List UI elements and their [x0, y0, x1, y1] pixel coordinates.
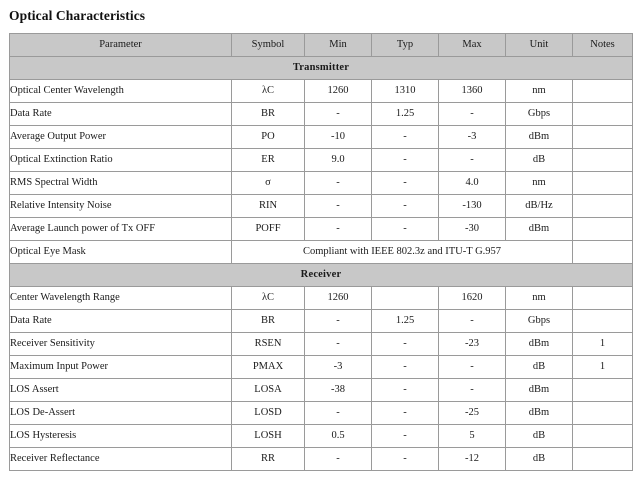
cell-parameter: LOS De-Assert [10, 402, 232, 425]
cell-unit: dB [506, 356, 573, 379]
cell-typ: - [372, 379, 439, 402]
cell-min: 1260 [305, 80, 372, 103]
cell-parameter: Receiver Reflectance [10, 448, 232, 471]
cell-symbol: RIN [232, 195, 305, 218]
column-header-max: Max [439, 34, 506, 57]
cell-notes [573, 172, 633, 195]
cell-unit: dB [506, 425, 573, 448]
table-row [10, 287, 633, 310]
table-row [10, 379, 633, 402]
cell-min: - [305, 310, 372, 333]
cell-typ: - [372, 425, 439, 448]
cell-max: 1620 [439, 287, 506, 310]
cell-min: -3 [305, 356, 372, 379]
cell-parameter: RMS Spectral Width [10, 172, 232, 195]
cell-notes [573, 425, 633, 448]
page-title: Optical Characteristics [9, 8, 146, 23]
cell-parameter: Data Rate [10, 103, 232, 126]
cell-min: - [305, 402, 372, 425]
cell-min: - [305, 218, 372, 241]
cell-min: 9.0 [305, 149, 372, 172]
cell-unit: Gbps [506, 103, 573, 126]
cell-max: -3 [439, 126, 506, 149]
cell-symbol: BR [232, 310, 305, 333]
cell-notes [573, 195, 633, 218]
cell-notes [573, 103, 633, 126]
cell-min: 1260 [305, 287, 372, 310]
cell-parameter: Average Output Power [10, 126, 232, 149]
cell-symbol: RSEN [232, 333, 305, 356]
cell-unit: dBm [506, 379, 573, 402]
cell-symbol: POFF [232, 218, 305, 241]
table-row [10, 218, 633, 241]
cell-parameter: Average Launch power of Tx OFF [10, 218, 232, 241]
section-header-receiver [10, 264, 633, 287]
cell-parameter: Relative Intensity Noise [10, 195, 232, 218]
cell-notes [573, 287, 633, 310]
column-header-symbol: Symbol [232, 34, 305, 57]
cell-max: -130 [439, 195, 506, 218]
table-row [10, 80, 633, 103]
cell-unit: nm [506, 172, 573, 195]
table-row [10, 195, 633, 218]
cell-typ: 1.25 [372, 103, 439, 126]
cell-notes [573, 448, 633, 471]
cell-parameter: Optical Extinction Ratio [10, 149, 232, 172]
table-header-row [10, 34, 633, 57]
cell-parameter: Receiver Sensitivity [10, 333, 232, 356]
cell-unit: dBm [506, 218, 573, 241]
cell-notes: 1 [573, 356, 633, 379]
cell-unit: dBm [506, 126, 573, 149]
cell-symbol: λC [232, 80, 305, 103]
cell-symbol: RR [232, 448, 305, 471]
document-page [0, 8, 641, 480]
table-row [10, 241, 633, 264]
cell-notes [573, 241, 633, 264]
cell-notes [573, 379, 633, 402]
cell-symbol: λC [232, 287, 305, 310]
cell-compliance-note: Compliant with IEEE 802.3z and ITU-T G.957 [232, 241, 573, 264]
table-row [10, 333, 633, 356]
cell-max: -12 [439, 448, 506, 471]
cell-notes [573, 149, 633, 172]
cell-notes [573, 80, 633, 103]
cell-unit: dBm [506, 402, 573, 425]
cell-min: -10 [305, 126, 372, 149]
cell-parameter: Optical Center Wavelength [10, 80, 232, 103]
cell-typ: - [372, 356, 439, 379]
cell-parameter: LOS Assert [10, 379, 232, 402]
table-row [10, 310, 633, 333]
cell-typ: - [372, 172, 439, 195]
cell-typ: 1.25 [372, 310, 439, 333]
cell-max: - [439, 379, 506, 402]
cell-min: - [305, 172, 372, 195]
cell-symbol: LOSA [232, 379, 305, 402]
cell-notes [573, 310, 633, 333]
cell-max: 1360 [439, 80, 506, 103]
cell-parameter: Optical Eye Mask [10, 241, 232, 264]
table-row [10, 356, 633, 379]
cell-symbol: ER [232, 149, 305, 172]
table-row [10, 172, 633, 195]
column-header-notes: Notes [573, 34, 633, 57]
section-header-transmitter [10, 57, 633, 80]
cell-unit: Gbps [506, 310, 573, 333]
cell-parameter: Maximum Input Power [10, 356, 232, 379]
cell-symbol: LOSD [232, 402, 305, 425]
cell-parameter: Center Wavelength Range [10, 287, 232, 310]
cell-min: - [305, 448, 372, 471]
cell-max: -23 [439, 333, 506, 356]
cell-unit: dB [506, 448, 573, 471]
cell-typ: - [372, 333, 439, 356]
cell-unit: dB [506, 149, 573, 172]
cell-min: -38 [305, 379, 372, 402]
cell-typ: - [372, 448, 439, 471]
cell-symbol: σ [232, 172, 305, 195]
cell-typ: - [372, 402, 439, 425]
table-row [10, 149, 633, 172]
cell-unit: dBm [506, 333, 573, 356]
table-row [10, 103, 633, 126]
column-header-parameter: Parameter [10, 34, 232, 57]
cell-unit: nm [506, 287, 573, 310]
cell-max: - [439, 310, 506, 333]
cell-max: - [439, 356, 506, 379]
table-row [10, 448, 633, 471]
cell-min: 0.5 [305, 425, 372, 448]
cell-typ: 1310 [372, 80, 439, 103]
table-row [10, 402, 633, 425]
cell-min: - [305, 195, 372, 218]
column-header-unit: Unit [506, 34, 573, 57]
column-header-typ: Typ [372, 34, 439, 57]
table-body [10, 57, 633, 471]
cell-max: 5 [439, 425, 506, 448]
cell-max: - [439, 103, 506, 126]
cell-parameter: Data Rate [10, 310, 232, 333]
cell-symbol: LOSH [232, 425, 305, 448]
cell-typ: - [372, 126, 439, 149]
cell-max: - [439, 149, 506, 172]
cell-symbol: BR [232, 103, 305, 126]
section-label: Transmitter [10, 57, 633, 80]
cell-unit: nm [506, 80, 573, 103]
cell-min: - [305, 333, 372, 356]
cell-notes: 1 [573, 333, 633, 356]
column-header-min: Min [305, 34, 372, 57]
table-header [10, 34, 633, 57]
cell-max: -25 [439, 402, 506, 425]
cell-typ: - [372, 195, 439, 218]
cell-notes [573, 126, 633, 149]
cell-symbol: PMAX [232, 356, 305, 379]
cell-symbol: PO [232, 126, 305, 149]
cell-notes [573, 218, 633, 241]
cell-typ: - [372, 149, 439, 172]
cell-max: 4.0 [439, 172, 506, 195]
cell-typ: - [372, 218, 439, 241]
table-row [10, 126, 633, 149]
optical-characteristics-table [9, 33, 633, 471]
cell-min: - [305, 103, 372, 126]
cell-notes [573, 402, 633, 425]
section-label: Receiver [10, 264, 633, 287]
cell-typ [372, 287, 439, 310]
cell-max: -30 [439, 218, 506, 241]
cell-unit: dB/Hz [506, 195, 573, 218]
cell-parameter: LOS Hysteresis [10, 425, 232, 448]
table-row [10, 425, 633, 448]
